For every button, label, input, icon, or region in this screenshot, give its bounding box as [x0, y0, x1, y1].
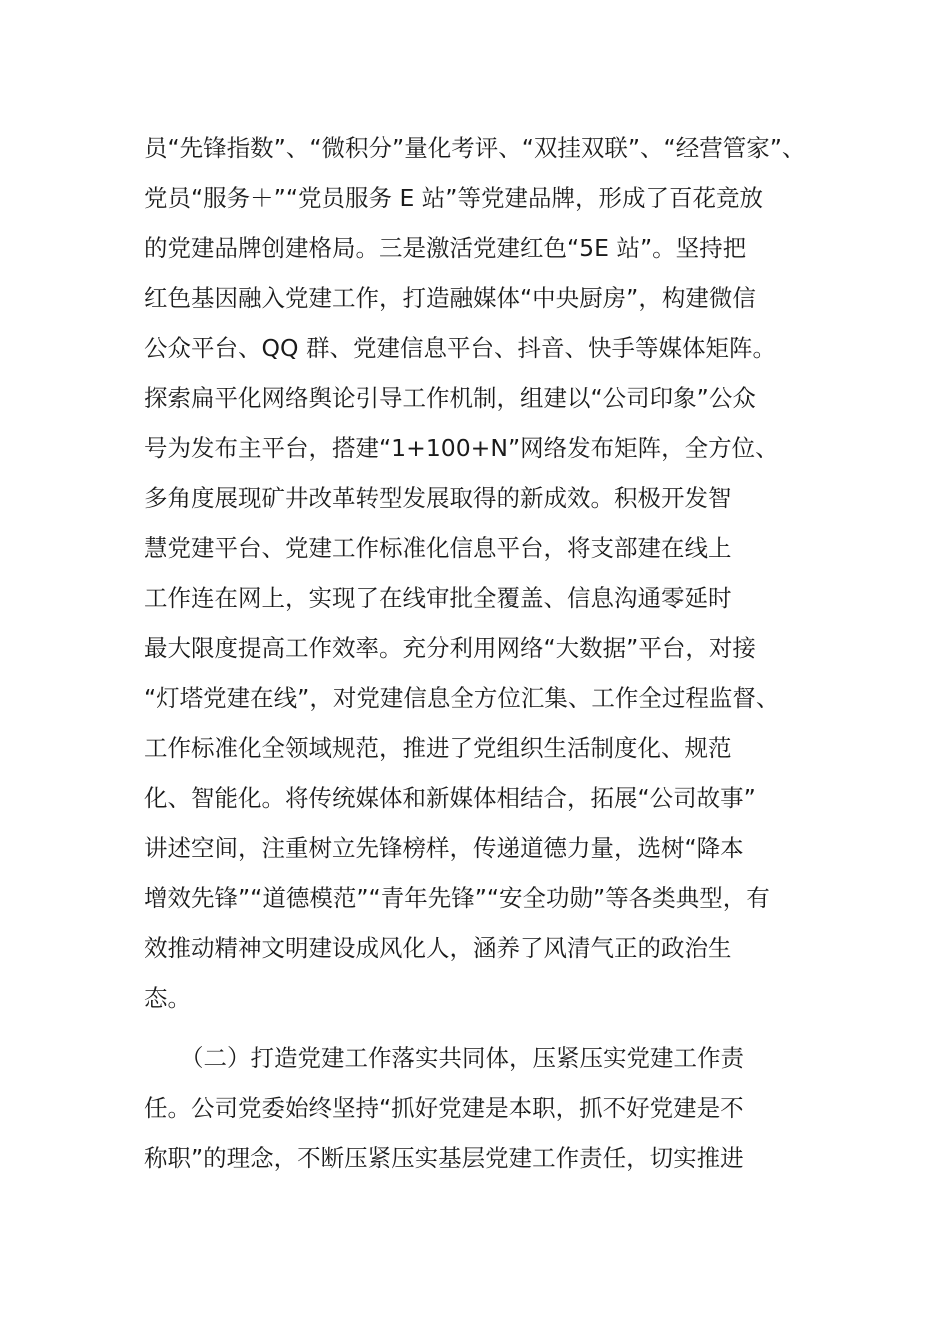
text-line: 最大限度提高工作效率。充分利用网络“大数据”平台，对接 — [144, 634, 756, 662]
text-line: 效推动精神文明建设成风化人，涵养了风清气正的政治生 — [144, 934, 732, 962]
text-line: 增效先锋”“道德模范”“青年先锋”“安全功勋”等各类典型，有 — [144, 884, 770, 912]
text-line: 工作连在网上，实现了在线审批全覆盖、信息沟通零延时 — [144, 584, 732, 612]
text-line-indented: （二）打造党建工作落实共同体，压紧压实党建工作责 — [180, 1044, 744, 1072]
text-line: 任。公司党委始终坚持“抓好党建是本职，抓不好党建是不 — [144, 1094, 744, 1122]
text-line: “灯塔党建在线”，对党建信息全方位汇集、工作全过程监督、 — [144, 684, 780, 712]
text-line: 员“先锋指数”、“微积分”量化考评、“双挂双联”、“经营管家”、 — [144, 134, 806, 162]
text-line: 工作标准化全领域规范，推进了党组织生活制度化、规范 — [144, 734, 732, 762]
text-line: 党员“服务＋”“党员服务 E 站”等党建品牌，形成了百花竞放 — [144, 184, 763, 212]
text-line: 讲述空间，注重树立先锋榜样，传递道德力量，选树“降本 — [144, 834, 744, 862]
text-line: 红色基因融入党建工作，打造融媒体“中央厨房”，构建微信 — [144, 284, 756, 312]
text-line: 的党建品牌创建格局。三是激活党建红色“5E 站”。坚持把 — [144, 234, 747, 262]
text-line: 公众平台、QQ 群、党建信息平台、抖音、快手等媒体矩阵。 — [144, 334, 776, 362]
text-line: 态。 — [144, 984, 191, 1012]
text-line: 慧党建平台、党建工作标准化信息平台，将支部建在线上 — [144, 534, 732, 562]
text-line: 探索扁平化网络舆论引导工作机制，组建以“公司印象”公众 — [144, 384, 756, 412]
text-line: 多角度展现矿井改革转型发展取得的新成效。积极开发智 — [144, 484, 732, 512]
text-line: 称职”的理念，不断压紧压实基层党建工作责任，切实推进 — [144, 1144, 744, 1172]
text-line: 号为发布主平台，搭建“1+100+N”网络发布矩阵，全方位、 — [144, 434, 779, 462]
text-line: 化、智能化。将传统媒体和新媒体相结合，拓展“公司故事” — [144, 784, 756, 812]
